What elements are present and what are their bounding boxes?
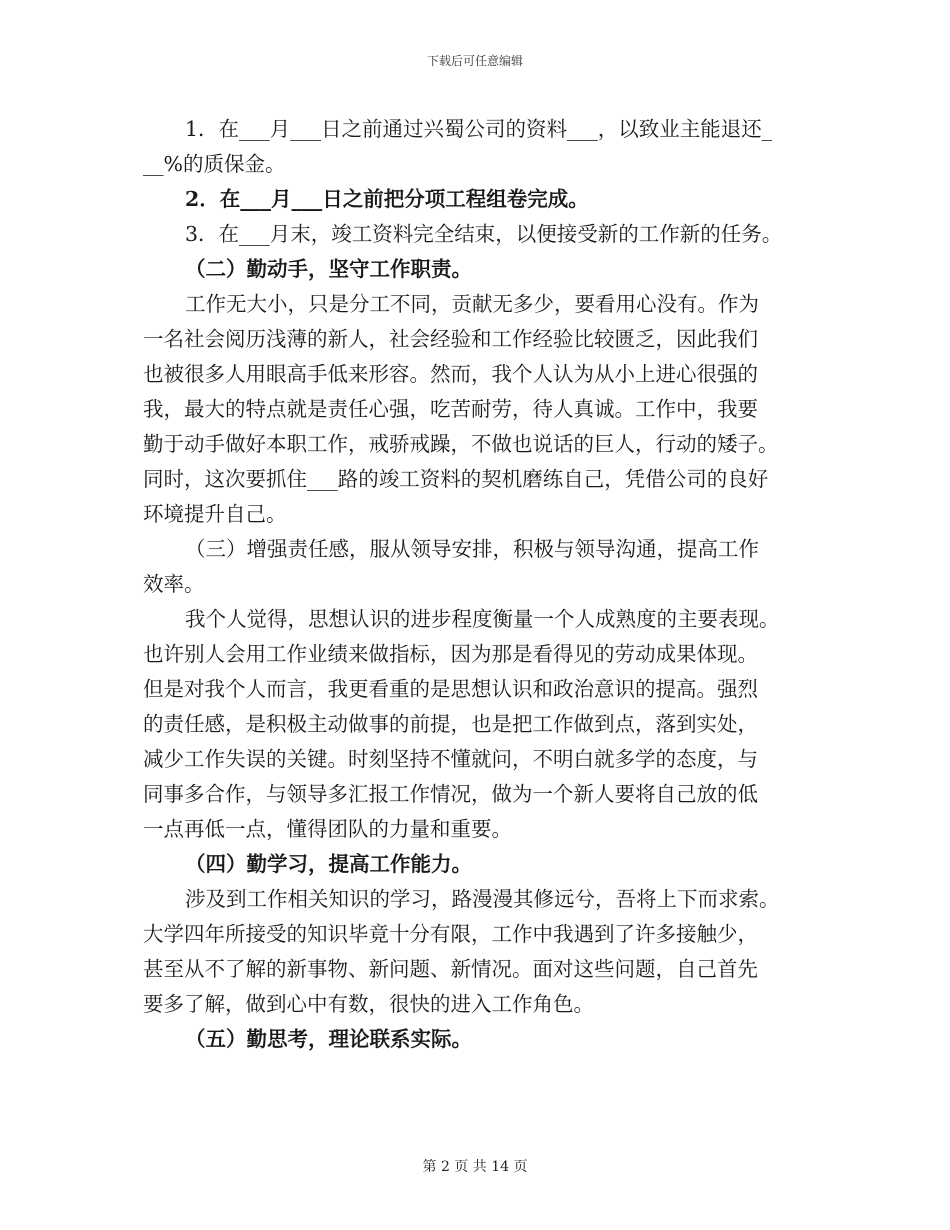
section-heading: （五）勤思考，理论联系实际。 — [185, 1027, 472, 1051]
text-line: 2．在___月___日之前把分项工程组卷完成。 — [185, 187, 589, 211]
text-line: 同事多合作，与领导多汇报工作情况，做为一个新人要将自己放的低 — [143, 782, 758, 806]
text-line: 要多了解，做到心中有数，很快的进入工作角色。 — [143, 992, 594, 1016]
text-line: 勤于动手做好本职工作，戒骄戒躁，不做也说话的巨人，行动的矮子。 — [143, 432, 779, 456]
text-line: 一点再低一点，懂得团队的力量和重要。 — [143, 817, 512, 841]
text-line: 1．在___月___日之前通过兴蜀公司的资料___，以致业主能退还_ — [185, 117, 773, 141]
text-line: 但是对我个人而言，我更看重的是思想认识和政治意识的提高。强烈 — [143, 677, 758, 701]
text-line: 的责任感，是积极主动做事的前提，也是把工作做到点，落到实处， — [143, 712, 758, 736]
document-body — [143, 112, 808, 1057]
text-line: 大学四年所接受的知识毕竟十分有限，工作中我遇到了许多接触少， — [143, 922, 758, 946]
text-line: __%的质保金。 — [143, 152, 286, 176]
text-line: 我，最大的特点就是责任心强，吃苦耐劳，待人真诚。工作中，我要 — [143, 397, 758, 421]
section-heading: （二）勤动手，坚守工作职责。 — [185, 257, 472, 281]
text-line: 我个人觉得，思想认识的进步程度衡量一个人成熟度的主要表现。 — [185, 607, 780, 631]
text-line: 减少工作失误的关键。时刻坚持不懂就问，不明白就多学的态度，与 — [143, 747, 758, 771]
text-line: 一名社会阅历浅薄的新人，社会经验和工作经验比较匮乏，因此我们 — [143, 327, 758, 351]
text-line: 环境提升自己。 — [143, 502, 287, 526]
text-line: 同时，这次要抓住___路的竣工资料的契机磨练自己，凭借公司的良好 — [143, 467, 769, 491]
text-line: 甚至从不了解的新事物、新问题、新情况。面对这些问题，自己首先 — [143, 957, 758, 981]
text-line: 也被很多人用眼高手低来形容。然而，我个人认为从小上进心很强的 — [143, 362, 758, 386]
text-line: 工作无大小，只是分工不同，贡献无多少，要看用心没有。作为 — [185, 292, 759, 316]
section-heading: （三）增强责任感，服从领导安排，积极与领导沟通，提高工作 — [185, 537, 759, 561]
text-line: 3．在___月末，竣工资料完全结束，以便接受新的工作新的任务。 — [185, 222, 783, 246]
page-footer: 第 2 页 共 14 页 — [422, 1159, 528, 1175]
text-line: 也许别人会用工作业绩来做指标，因为那是看得见的劳动成果体现。 — [143, 642, 758, 666]
page-header: 下载后可任意编辑 — [426, 54, 523, 68]
text-line: 效率。 — [143, 572, 205, 596]
text-line: 涉及到工作相关知识的学习，路漫漫其修远兮，吾将上下而求索。 — [185, 887, 780, 911]
section-heading: （四）勤学习，提高工作能力。 — [185, 852, 472, 876]
